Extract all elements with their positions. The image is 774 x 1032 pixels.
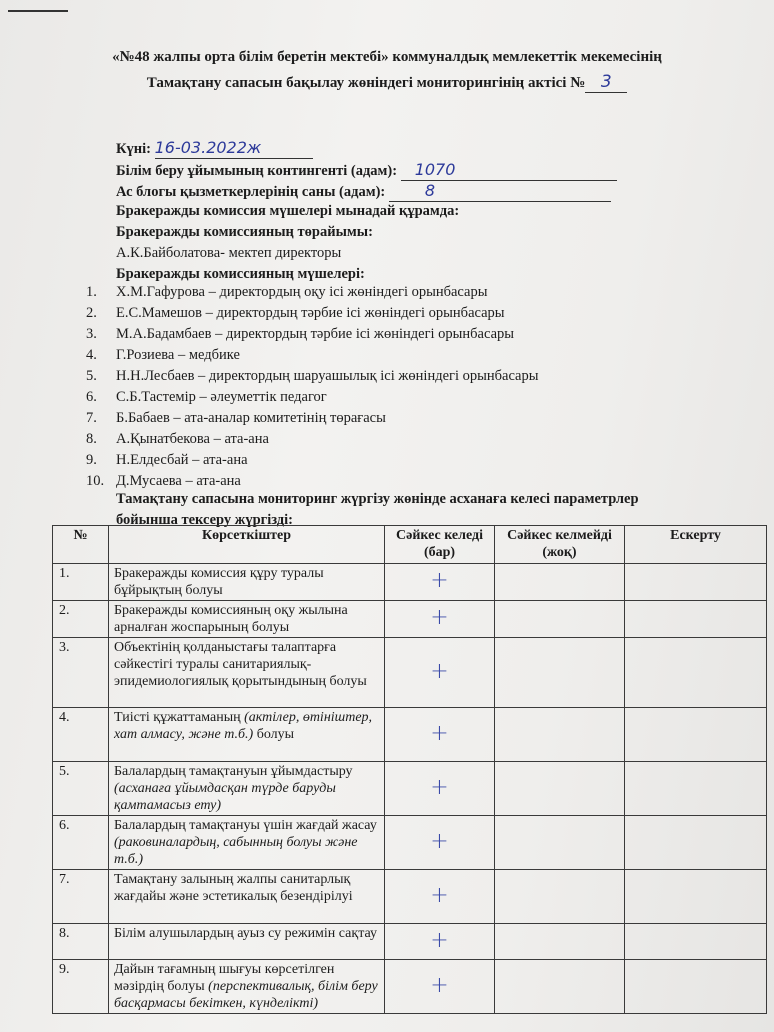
checkmark-plus: + [430, 720, 449, 746]
checkmark-plus: + [430, 882, 449, 908]
staff-field [389, 181, 611, 202]
checkmark-plus: + [430, 972, 449, 998]
table-row: 5. Балалардың тамақтануын ұйымдастыру (асханаға ұйымдасқан түрде баруды қамтамасыз ету) + [53, 762, 767, 816]
col-no: Сәйкес келмейді (жоқ) [495, 526, 625, 564]
header-line-2 [0, 72, 774, 93]
commission-intro: Бракеражды комиссия мүшелері мынадай құрамда: [116, 203, 460, 219]
col-yes: Сәйкес келеді (бар) [385, 526, 495, 564]
top-rule [8, 10, 68, 12]
checkmark-plus: + [430, 927, 449, 953]
chair-name: А.К.Байболатова- мектеп директоры [116, 245, 342, 261]
monitoring-intro-2: бойынша тексеру жүргізді: [116, 512, 294, 528]
date-field [155, 138, 313, 159]
list-item: 6. С.Б.Тастемір – әлеуметтік педагог [86, 389, 327, 405]
act-title: Тамақтану сапасын бақылау жөніндегі мониторингінің актісі № [146, 75, 586, 91]
act-number: 3 [600, 72, 612, 92]
checkmark-plus: + [430, 568, 449, 593]
contingent-row [116, 160, 617, 181]
staff-label: Ас блогы қызметкерлерінің саны (адам): [116, 184, 386, 200]
chair-label: Бракеражды комиссияның төрайымы: [116, 224, 373, 240]
table-row: 9. Дайын тағамның шығуы көрсетілген мәзірдің болуы (перспективалық, білім беру басқармасы бекіткен, күнделікті) + [53, 960, 767, 1014]
list-item: 10. Д.Мусаева – ата-ана [86, 473, 241, 489]
list-item: 8. А.Қынатбекова – ата-ана [86, 431, 269, 447]
date-label: Күні: [116, 141, 151, 157]
list-item: 9. Н.Елдесбай – ата-ана [86, 452, 248, 468]
table-row: 7. Тамақтану залының жалпы санитарлық жағдайы және эстетикалық безендірілуі + [53, 870, 767, 924]
staff-value: 8 [424, 181, 436, 200]
staff-row [116, 181, 611, 202]
monitoring-intro-1: Тамақтану сапасына мониторинг жүргізу жөнінде асханаға келесі параметрлер [116, 491, 639, 507]
contingent-label: Білім беру ұйымының контингенті (адам): [116, 163, 398, 179]
contingent-field [401, 160, 617, 181]
table-header-row [53, 526, 767, 564]
checkmark-plus: + [430, 658, 449, 684]
col-note: Ескерту [625, 526, 767, 564]
col-num: № [53, 526, 109, 564]
table-row: 8. Білім алушылардың ауыз су режимін сақтау + [53, 924, 767, 960]
col-indicators: Көрсеткіштер [109, 526, 385, 564]
date-row [116, 138, 313, 159]
list-item: 4. Г.Розиева – медбике [86, 347, 240, 363]
table-row: 2. Бракеражды комиссияның оқу жылына арналған жоспарының болуы + [53, 601, 767, 638]
act-number-field [585, 72, 627, 93]
list-item: 1. Х.М.Гафурова – директордың оқу ісі жөніндегі орынбасары [86, 284, 488, 300]
table-row: 3. Объектінің қолданыстағы талаптарға сәйкестігі туралы санитариялық-эпидемиологиялық қорытындының болуы + [53, 638, 767, 708]
list-item: 2. Е.С.Мамешов – директордың тәрбие ісі жөніндегі орынбасары [86, 305, 505, 321]
checkmark-plus: + [430, 605, 449, 630]
header-line-1: «№48 жалпы орта білім беретін мектебі» коммуналдық мемлекеттік мекемесінің [112, 49, 662, 65]
list-item: 7. Б.Бабаев – ата-аналар комитетінің төрағасы [86, 410, 386, 426]
contingent-value: 1070 [414, 160, 456, 179]
members-label: Бракеражды комиссияның мүшелері: [116, 266, 365, 282]
list-item: 5. Н.Н.Лесбаев – директордың шаруашылық ісі жөніндегі орынбасары [86, 368, 539, 384]
checkmark-plus: + [430, 774, 449, 800]
date-value: 16-03.2022ж [154, 138, 262, 157]
table-row: 4. Тиісті құжаттаманың (актілер, өтініштер, хат алмасу, және т.б.) болуы + [53, 708, 767, 762]
table-row: 6. Балалардың тамақтануы үшін жағдай жасау (раковиналардың, сабынның болуы және т.б.) + [53, 816, 767, 870]
list-item: 3. М.А.Бадамбаев – директордың тәрбие ісі жөніндегі орынбасары [86, 326, 515, 342]
checkmark-plus: + [430, 828, 449, 854]
monitoring-table [52, 525, 767, 1014]
table-row: 1. Бракеражды комиссия құру туралы бұйрықтың болуы + [53, 564, 767, 601]
